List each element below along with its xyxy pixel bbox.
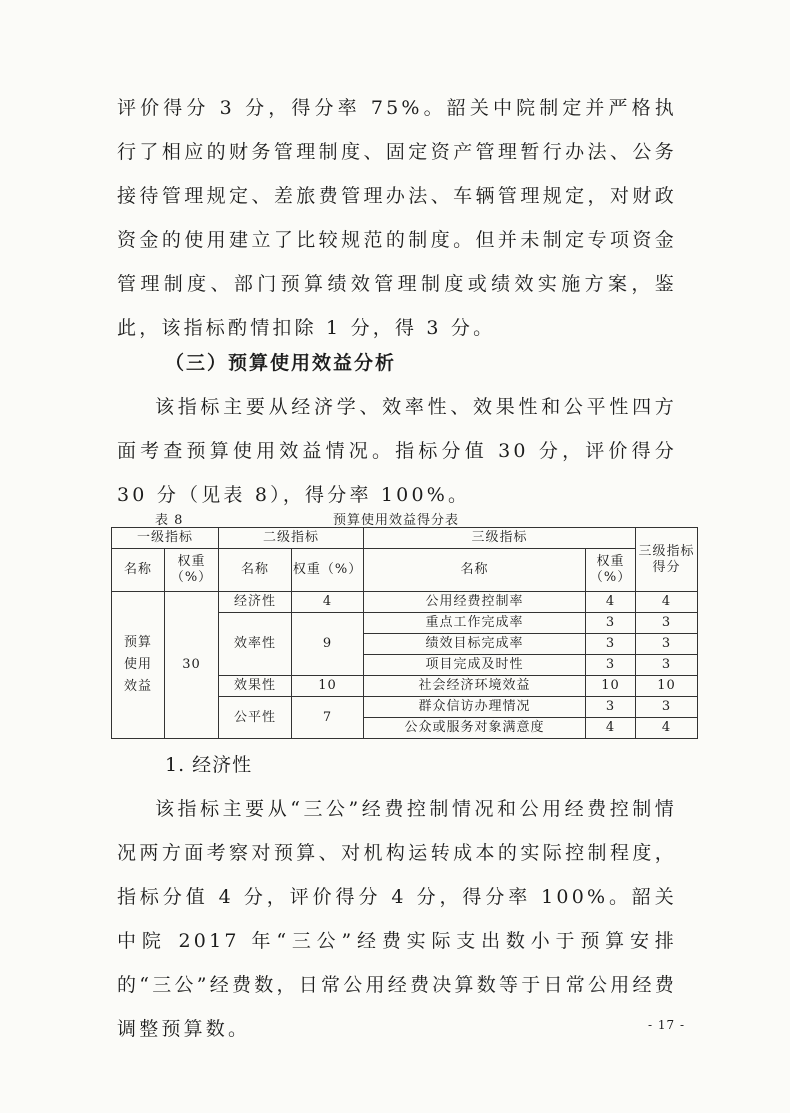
body-paragraph-3: 该指标主要从“三公”经费控制情况和公用经费控制情况两方面考察对预算、对机构运转成本的实际控制程度，指标分值 4 分，评价得分 4 分，得分率 100%。韶关中院 2017 年“三公”经费实际支出数小于预算安排的“三公”经费数，日常公用经费决算数等于日常公用经费调整预算数。 bbox=[117, 798, 677, 1040]
header-level1: 一级指标 bbox=[112, 528, 219, 549]
level3-name: 项目完成及时性 bbox=[364, 655, 586, 676]
level3-name: 重点工作完成率 bbox=[364, 613, 586, 634]
level3-score: 3 bbox=[636, 697, 698, 718]
level1-name: 预算使用效益 bbox=[112, 592, 165, 739]
header-weight-2: 权重（%） bbox=[292, 549, 364, 592]
level2-weight: 4 bbox=[292, 592, 364, 613]
level3-name: 社会经济环境效益 bbox=[364, 676, 586, 697]
level3-name: 群众信访办理情况 bbox=[364, 697, 586, 718]
level2-name: 公平性 bbox=[219, 697, 292, 739]
header-name-2: 名称 bbox=[219, 549, 292, 592]
level3-name: 公用经费控制率 bbox=[364, 592, 586, 613]
level3-weight: 3 bbox=[586, 697, 636, 718]
level3-weight: 4 bbox=[586, 718, 636, 739]
level2-name: 效率性 bbox=[219, 613, 292, 676]
table-header-row-1 bbox=[112, 528, 698, 549]
header-name-3: 名称 bbox=[364, 549, 586, 592]
level2-name: 经济性 bbox=[219, 592, 292, 613]
header-level2: 二级指标 bbox=[219, 528, 364, 549]
body-paragraph-2: 该指标主要从经济学、效率性、效果性和公平性四方面考查预算使用效益情况。指标分值 30 分，评价得分 30 分（见表 8），得分率 100%。 bbox=[117, 396, 677, 506]
table-row bbox=[112, 592, 698, 613]
level3-name: 绩效目标完成率 bbox=[364, 634, 586, 655]
header-level3: 三级指标 bbox=[364, 528, 636, 549]
level3-score: 3 bbox=[636, 655, 698, 676]
section-heading: （三）预算使用效益分析 bbox=[165, 352, 397, 374]
subsection-heading: 1. 经济性 bbox=[165, 754, 253, 776]
level3-score: 3 bbox=[636, 613, 698, 634]
table-label: 表 8 bbox=[155, 513, 184, 528]
level3-score: 3 bbox=[636, 634, 698, 655]
level3-name: 公众或服务对象满意度 bbox=[364, 718, 586, 739]
level3-weight: 3 bbox=[586, 613, 636, 634]
score-table bbox=[111, 527, 698, 739]
level3-score: 10 bbox=[636, 676, 698, 697]
table-caption: 预算使用效益得分表 bbox=[333, 513, 460, 528]
header-weight-1: 权重（%） bbox=[165, 549, 219, 592]
level3-weight: 3 bbox=[586, 655, 636, 676]
level3-weight: 4 bbox=[586, 592, 636, 613]
level2-name: 效果性 bbox=[219, 676, 292, 697]
table-header-row-2 bbox=[112, 549, 698, 592]
level1-weight: 30 bbox=[165, 592, 219, 739]
level3-score: 4 bbox=[636, 592, 698, 613]
header-level3-score: 三级指标得分 bbox=[636, 528, 698, 592]
level3-score: 4 bbox=[636, 718, 698, 739]
level2-weight: 9 bbox=[292, 613, 364, 676]
level2-weight: 7 bbox=[292, 697, 364, 739]
header-name-1: 名称 bbox=[112, 549, 165, 592]
header-weight-3: 权重（%） bbox=[586, 549, 636, 592]
level3-weight: 3 bbox=[586, 634, 636, 655]
level2-weight: 10 bbox=[292, 676, 364, 697]
page-number: - 17 - bbox=[648, 1018, 686, 1032]
level3-weight: 10 bbox=[586, 676, 636, 697]
body-paragraph-1: 评价得分 3 分，得分率 75%。韶关中院制定并严格执行了相应的财务管理制度、固定资产管理暂行办法、公务接待管理规定、差旅费管理办法、车辆管理规定，对财政资金的使用建立了比较规范的制度。但并未制定专项资金管理制度、部门预算绩效管理制度或绩效实施方案，鉴此，该指标酌情扣除 1 分，得 3 分。 bbox=[117, 97, 677, 339]
